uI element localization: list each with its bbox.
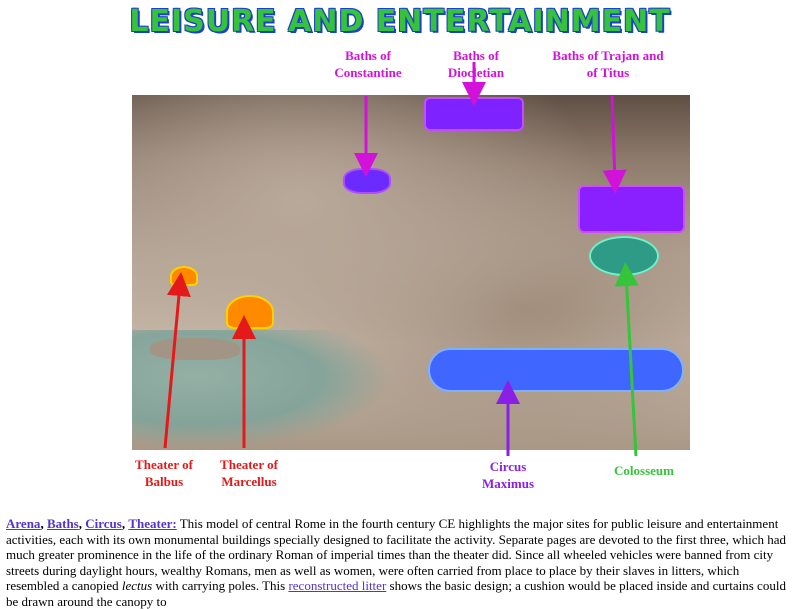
link-arena[interactable]: Arena: [6, 516, 41, 531]
link-circus[interactable]: Circus: [85, 516, 122, 531]
label-theater-of-balbus: Theater of Balbus: [135, 457, 193, 489]
paragraph-lectus: lectus: [121, 578, 153, 593]
description-paragraph: Arena, Baths, Circus, Theater: This model of central Rome in the fourth century CE highlights the major sites for public leisure and entertainment activities, each with its own monumental buildings specially designed to facilitate the activity. Separate pages are devoted to the first three, which had much greater prominence in the life of the ordinary Roman of imperial times than the theater did. Since all wheeled vehicles were banned from city streets during daylight hours, wealthy Romans, men as well as women, were often carried from place to place by their slaves in litters, which resembled a canopied lectus with carrying poles. This reconstructed litter shows the basic design; a cushion would be placed inside and curtains could be drawn around the canopy to: [6, 516, 786, 609]
page-title: LEISURE AND ENTERTAINMENT: [129, 4, 671, 39]
label-baths-of-trajan: Baths of Trajan and of Titus: [552, 48, 664, 80]
label-theater-of-marcellus: Theater of Marcellus: [220, 457, 278, 489]
arrow-trajan: [612, 96, 615, 182]
arrow-colosseum: [626, 274, 636, 456]
label-colosseum: Colosseum: [614, 463, 674, 478]
link-theater[interactable]: Theater:: [128, 516, 177, 531]
label-baths-of-constantine: Baths of Constantine: [334, 48, 402, 80]
label-baths-of-diocletian: Baths of Diocletian: [447, 48, 505, 80]
link-baths[interactable]: Baths: [46, 516, 79, 531]
paragraph-text-3: shows the basic design; a cushion would be placed inside and curtains could be drawn around the canopy to: [6, 578, 786, 609]
link-reconstructed-litter[interactable]: reconstructed litter: [288, 578, 387, 593]
arrow-balbus: [165, 284, 180, 448]
paragraph-text-2: with carrying poles. This: [155, 578, 286, 593]
label-circus-maximus: Circus Maximus: [482, 459, 534, 491]
paragraph-text-1: This model of central Rome in the fourth century CE highlights the major sites for public leisure and entertainment activities, each with its own monumental buildings specially designed to facilitate the activity. Separate pages are devoted to the first three, which had much greater prominence in the life of the ordinary Roman of imperial times than the theater did. Since all wheeled vehicles were banned from city streets during daylight hours, wealthy Romans, men as well as women, were often carried from place to place by their slaves in litters, which resembled a canopied: [6, 516, 786, 593]
